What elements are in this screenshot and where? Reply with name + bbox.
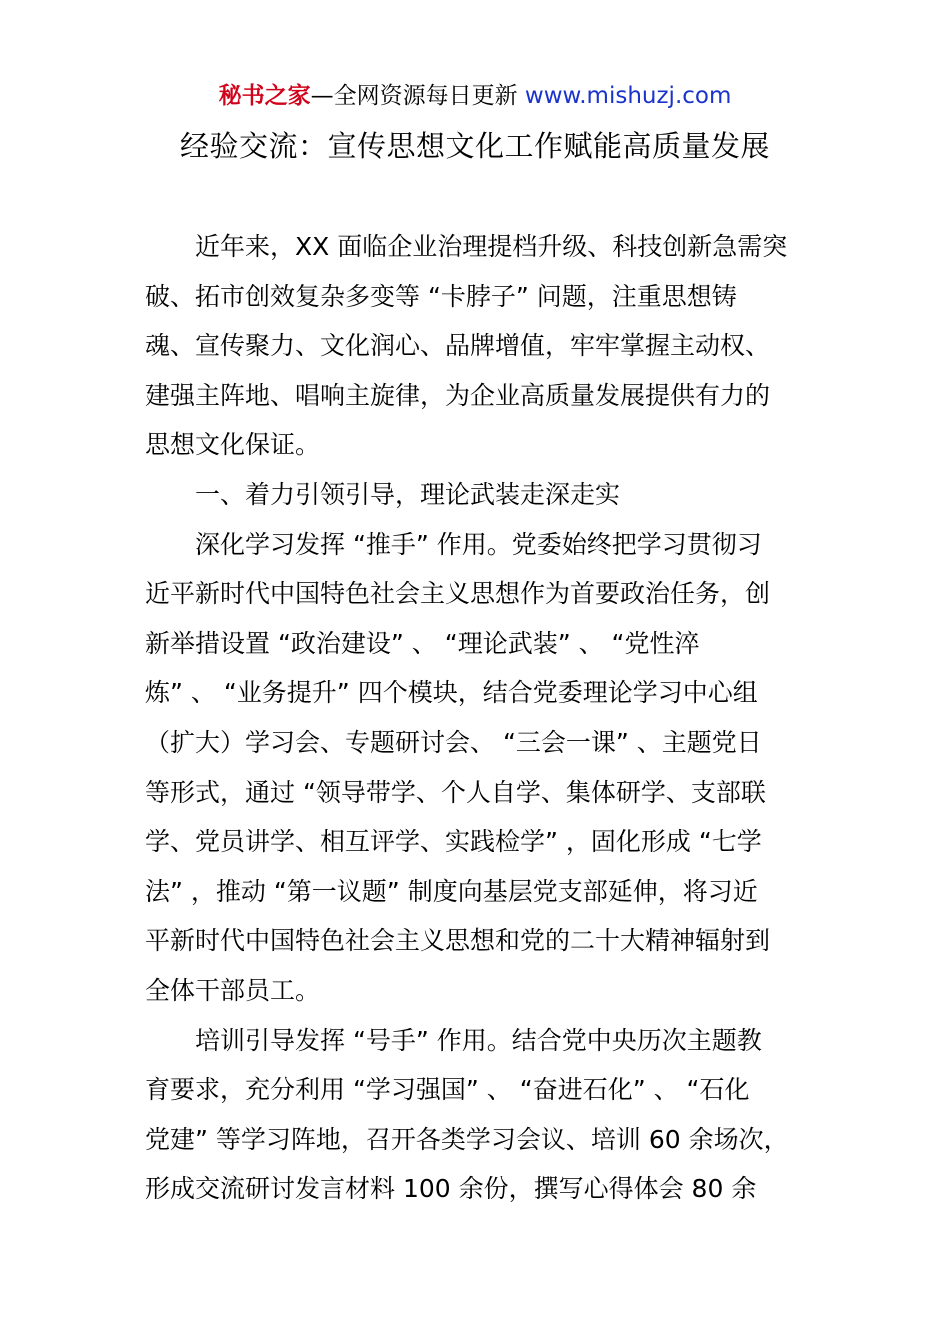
body-line: 育要求，充分利用 “学习强国” 、 “奋进石化” 、 “石化 [145, 1075, 750, 1105]
body-line: 培训引导发挥 “号手” 作用。结合党中央历次主题教 [145, 1025, 762, 1055]
site-url-link[interactable]: www.mishuzj.com [524, 83, 732, 109]
body-line: 魂、宣传聚力、文化润心、品牌增值，牢牢掌握主动权、 [145, 331, 771, 361]
body-line: 法” ，推动 “第一议题” 制度向基层党支部延伸，将习近 [145, 876, 758, 906]
body-line: 党建” 等学习阵地，召开各类学习会议、培训 60 余场次， [145, 1124, 789, 1154]
body-line: 近平新时代中国特色社会主义思想作为首要政治任务，创 [145, 579, 771, 609]
body-line: 等形式，通过 “领导带学、个人自学、集体研学、支部联 [145, 777, 766, 807]
body-line: 新举措设置 “政治建设” 、 “理论武装” 、 “党性淬 [145, 628, 700, 658]
site-brand: 秘书之家 [218, 83, 311, 109]
section-heading: 一、着力引领引导，理论武装走深走实 [145, 479, 621, 509]
body-line: 思想文化保证。 [145, 430, 321, 460]
site-tagline: —全网资源每日更新 [310, 83, 525, 109]
body-line: 平新时代中国特色社会主义思想和党的二十大精神辐射到 [145, 926, 771, 956]
body-line: 学、党员讲学、相互评学、实践检学” ，固化形成 “七学 [145, 827, 762, 857]
body-line: 破、拓市创效复杂多变等 “卡脖子” 问题，注重思想铸 [145, 281, 737, 311]
document-title: 经验交流：宣传思想文化工作赋能高质量发展 [179, 129, 770, 163]
document-body [145, 222, 810, 1214]
body-line: （扩大）学习会、专题研讨会、 “三会一课” 、主题党日 [145, 727, 762, 757]
body-line: 建强主阵地、唱响主旋律，为企业高质量发展提供有力的 [145, 380, 771, 410]
body-line: 深化学习发挥 “推手” 作用。党委始终把学习贯彻习 [145, 529, 762, 559]
body-line: 全体干部员工。 [145, 975, 321, 1005]
site-header [0, 80, 950, 112]
body-line: 炼” 、 “业务提升” 四个模块，结合党委理论学习中心组 [145, 678, 758, 708]
body-line: 近年来，XX 面临企业治理提档升级、科技创新急需突 [145, 232, 788, 261]
body-line: 形成交流研讨发言材料 100 余份，撰写心得体会 80 余 [145, 1174, 757, 1204]
